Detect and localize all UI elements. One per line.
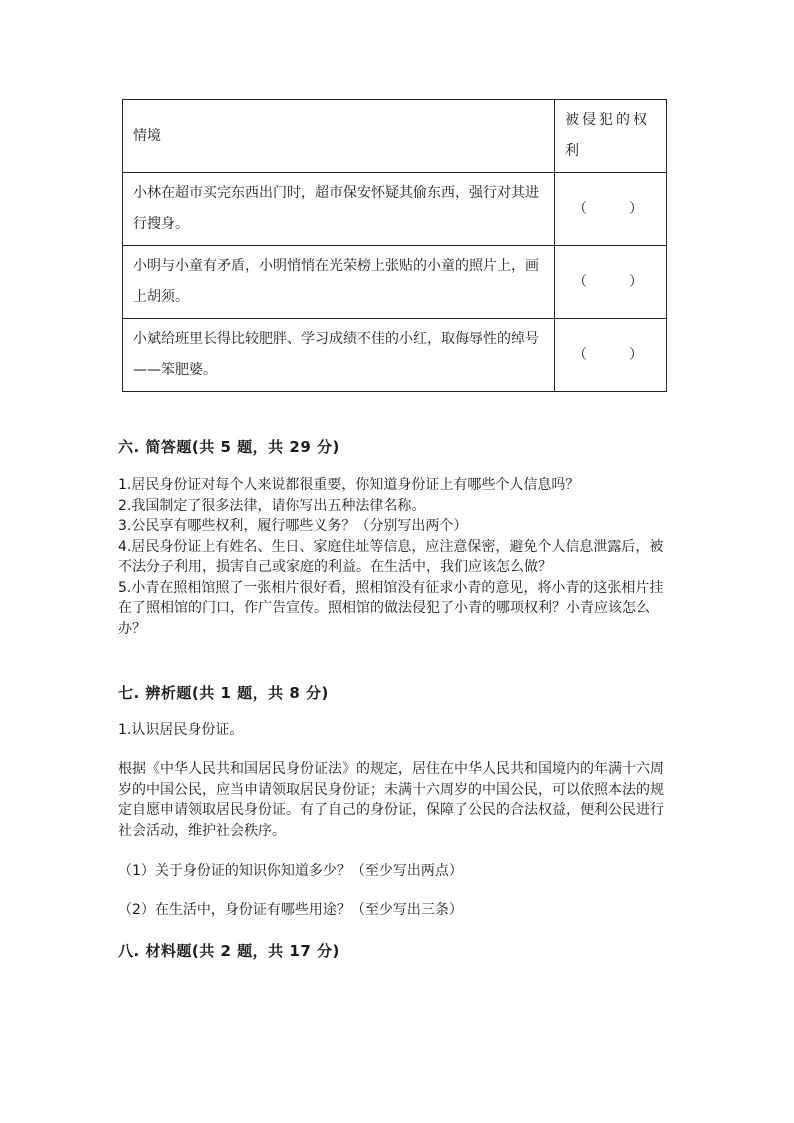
table-row: [123, 173, 667, 246]
header-scenario: 情境: [123, 100, 555, 173]
section-7-subquestion-2: （2）在生活中，身份证有哪些用途？（至少写出三条）: [118, 902, 463, 918]
answer-blank: （ ）: [573, 273, 643, 290]
scenario-cell: 小明与小童有矛盾，小明悄悄在光荣榜上张贴的小童的照片上，画上胡须。: [123, 246, 555, 319]
section-6-questions: [118, 475, 674, 639]
scenario-cell: 小斌给班里长得比较肥胖、学习成绩不佳的小红，取侮辱性的绰号——笨肥婆。: [123, 319, 555, 392]
answer-cell[interactable]: [555, 173, 667, 246]
section-8-title: 八. 材料题(共 2 题，共 17 分): [118, 942, 340, 960]
answer-cell[interactable]: [555, 246, 667, 319]
table-row: [123, 319, 667, 392]
table-header-row: [123, 100, 667, 173]
answer-cell[interactable]: [555, 319, 667, 392]
rights-table: [122, 99, 667, 392]
question-item: 1.居民身份证对每个人来说都很重要，你知道身份证上有哪些个人信息吗？: [118, 477, 580, 493]
section-6-title: 六. 简答题(共 5 题，共 29 分): [118, 438, 340, 456]
question-item: 3.公民享有哪些权利，履行哪些义务？（分别写出两个）: [118, 518, 468, 534]
question-item: 2.我国制定了很多法律，请你写出五种法律名称。: [118, 497, 426, 514]
answer-blank: （ ）: [573, 200, 643, 217]
question-item: 5.小青在照相馆照了一张相片很好看，照相馆没有征求小青的意见，将小青的这张相片挂在了照相馆的门口，作广告宣传。照相馆的做法侵犯了小青的哪项权利？小青应该怎么办？: [118, 579, 664, 637]
scenario-cell: 小林在超市买完东西出门时，超市保安怀疑其偷东西，强行对其进行搜身。: [123, 173, 555, 246]
table-row: [123, 246, 667, 319]
header-violated-right: 被侵犯的权利: [555, 100, 667, 173]
answer-blank: （ ）: [573, 346, 643, 363]
section-7-passage: 根据《中华人民共和国居民身份证法》的规定，居住在中华人民共和国境内的年满十六周岁的中国公民，应当申请领取居民身份证；未满十六周岁的中国公民，可以依照本法的规定自愿申请领取居民身份证。有了自己的身份证，保障了公民的合法权益，便利公民进行社会活动，维护社会秩序。: [118, 761, 664, 839]
section-7-subquestion-1: （1）关于身份证的知识你知道多少？（至少写出两点）: [118, 863, 463, 879]
question-item: 4.居民身份证上有姓名、生日、家庭住址等信息，应注意保密，避免个人信息泄露后，被不法分子利用，损害自己或家庭的利益。在生活中，我们应该怎么做？: [118, 538, 664, 575]
section-7-intro: 1.认识居民身份证。: [118, 722, 244, 738]
section-7-title: 七. 辨析题(共 1 题，共 8 分): [118, 684, 329, 702]
